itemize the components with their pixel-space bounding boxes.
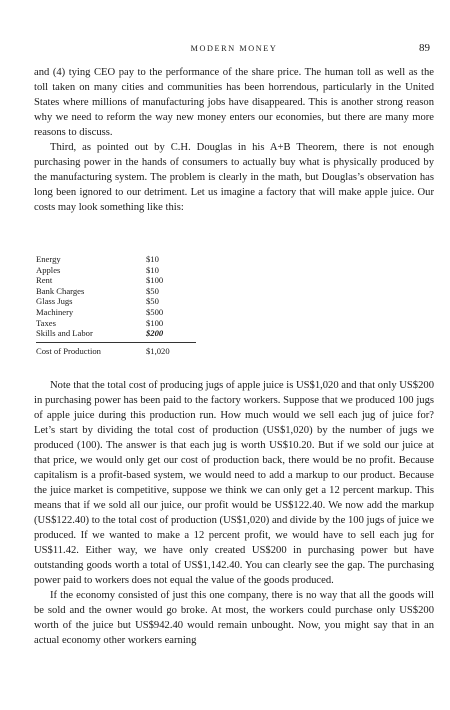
cost-row (36, 307, 196, 318)
cost-amount: $10 (146, 264, 159, 275)
cost-row (36, 328, 196, 342)
cost-total-row (36, 342, 196, 356)
cost-amount: $50 (146, 296, 159, 307)
cost-row (36, 265, 196, 276)
cost-item: Bank Charges (36, 285, 85, 296)
cost-item: Taxes (36, 317, 56, 328)
cost-amount: $500 (146, 306, 164, 317)
paragraph-third-point: Third, as pointed out by C.H. Douglas in his A+B Theorem, there is not enough purchasing power in the hands of consumers to actually buy what is physically produced by the manufacturing system. The problem is clearly in the math, but Douglas’s observation has long been ignored to our detriment. Let us imagine a factory that will make apple juice. Our costs may look something like this: (34, 142, 434, 213)
paragraph-single-company: If the economy consisted of just this one company, there is no way that all the goods will be sold and the owner would go broke. At most, the workers could purchase only US$200 worth of the juice but US$942.40 would remain unbought. Now, you might say that in an actual economy other workers earning (34, 590, 434, 646)
cost-row (36, 275, 196, 286)
cost-total-amount: $1,020 (146, 342, 196, 356)
cost-item: Energy (36, 254, 61, 264)
cost-row (36, 318, 196, 329)
paragraph-continuation: and (4) tying CEO pay to the performance of the share price. The human toll as well as the toll taken on many cities and communities has been horrendous, particularly in the United States where millions of manufacturing jobs have disappeared. This is another strong reason why we need to reform the way new money enters our economies, but there are many more reasons to discuss. (34, 67, 434, 138)
cost-item: Machinery (36, 306, 74, 317)
cost-row (36, 254, 196, 265)
running-head (34, 42, 434, 56)
cost-item: Skills and Labor (36, 328, 93, 339)
cost-amount: $10 (146, 254, 159, 264)
cost-item: Glass Jugs (36, 296, 73, 307)
cost-item: Rent (36, 275, 53, 286)
cost-row (36, 286, 196, 297)
text-block-top (34, 65, 434, 215)
cost-item: Apples (36, 264, 61, 275)
text-block-bottom (34, 378, 434, 648)
cost-amount: $100 (146, 317, 164, 328)
cost-amount: $50 (146, 285, 159, 296)
page-number: 89 (419, 42, 430, 54)
cost-amount: $100 (146, 275, 164, 286)
cost-row (36, 296, 196, 307)
paragraph-pricing-example: Note that the total cost of producing jugs of apple juice is US$1,020 and that only US$200 in purchasing power has been paid to the factory workers. Suppose that we produced 100 jugs of apple juice during this production run. How much would we sell each jug of juice for? Let’s start by dividing the total cost of production (US$1,020) by the number of jugs we produced (100). The answer is that each jug is worth US$10.20. But if we sold our juice at that price, we would only get our cost of production back, there would be no profit. Because capitalism is a profit-based system, we would need to add a markup to our product. Because the juice market is competitive, suppose we think we can only get a 12 percent markup. This means that if we sold all our juice, our profit would be US$122.40. We now add the markup (US$122.40) to the total cost of production (US$1,020) and divide by the 100 jugs of juice we produced. If we wanted to make a 12 percent profit, we would have to sell each jug for US$11.42. Either way, we have only created US$200 in purchasing power but have outstanding goods worth a total of US$1,142.40. You can clearly see the gap. The purchasing power paid to workers does not equal the value of the goods produced. (34, 380, 434, 586)
cost-table (36, 254, 196, 356)
cost-total-label: Cost of Production (36, 342, 146, 356)
cost-amount: $200 (146, 328, 164, 339)
running-head-title: MODERN MONEY (190, 44, 278, 53)
